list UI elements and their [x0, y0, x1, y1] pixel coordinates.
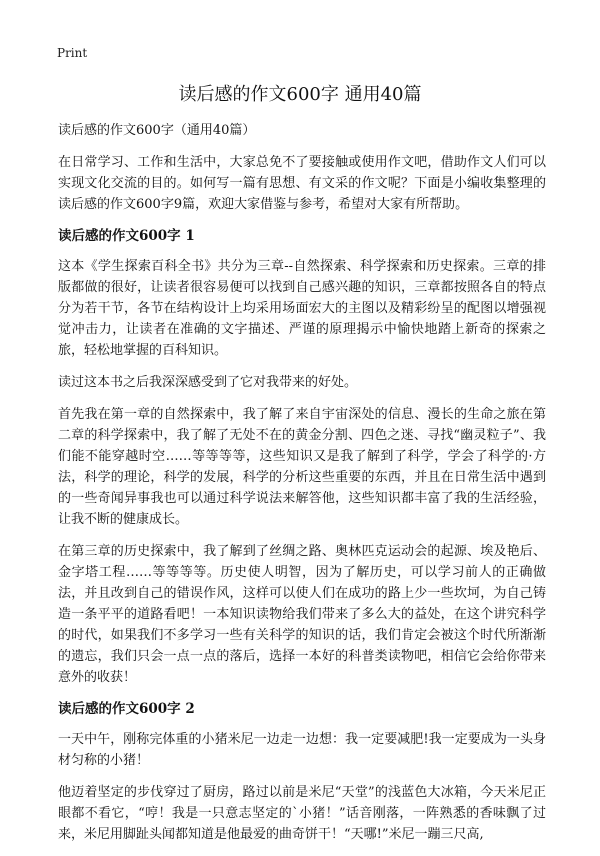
section-heading-2: 读后感的作文600字 2: [58, 701, 195, 717]
section1-paragraph: 首先我在第一章的自然探索中，我了解了来自宇宙深处的信息、漫长的生命之旅在第二章的科学探索中，我了解了无处不在的黄金分割、四色之迷、寻找“幽灵粒子”、我们能不能穿越时空……等等等等，这些知识又是我了解到了科学，学会了科学的·方法，科学的理论，科学的发展，科学的分析这些重要的东西，并且在日常生活中遇到的一些奇闻异事我也可以通过科学说法来解答他，这些知识都丰富了我的生活经验，让我不断的健康成长。: [58, 407, 546, 527]
section1-paragraph: 在第三章的历史探索中，我了解到了丝绸之路、奥林匹克运动会的起源、埃及艳后、金字塔工程……等等等等。历史使人明智，因为了解历史，可以学习前人的正确做法，并且改到自己的错误作风，这样可以使人们在成功的路上少一些坎坷，为自己铸造一条平平的道路看吧！一本知识读物给我们带来了多么大的益处，在这个讲究科学的时代，如果我们不多学习一些有关科学的知识的话，我们肯定会被这个时代所渐渐的遗忘，我们只会一点一点的落后，选择一本好的科普类读物吧，相信它会给你带来意外的收获！: [58, 544, 546, 685]
intro-paragraph: 在日常学习、工作和生活中，大家总免不了要接触或使用作文吧，借助作文人们可以实现文化交流的目的。如何写一篇有思想、有文采的作文呢？下面是小编收集整理的读后感的作文600字9篇，欢迎大家借鉴与参考，希望对大家有所帮助。: [58, 155, 546, 212]
document-subtitle: 读后感的作文600字（通用40篇）: [58, 123, 256, 138]
section1-paragraph: 读过这本书之后我深深感受到了它对我带来的好处。: [58, 375, 358, 390]
section2-paragraph: 他迈着坚定的步伐穿过了厨房，路过以前是米尼“天堂”的浅蓝色大冰箱，今天米尼正眼都不看它，“哼！我是一只意志坚定的`小猪！”话音刚落，一阵熟悉的香味飘了过来，米尼用脚趾头闻都知道是他最爱的曲奇饼干！“天哪!”米尼一蹦三尺高,: [58, 785, 546, 842]
page-title: 读后感的作文600字 通用40篇: [178, 84, 422, 105]
document-body: [58, 120, 546, 856]
section-heading-1: 读后感的作文600字 1: [58, 228, 195, 244]
section2-paragraph: 一天中午，刚称完体重的小猪米尼一边走一边想：我一定要减肥!我一定要成为一头身材匀称的小猪！: [58, 732, 546, 768]
print-label[interactable]: Print: [57, 46, 88, 60]
section1-paragraph: 这本《学生探索百科全书》共分为三章--自然探索、科学探索和历史探索。三章的排版都做的很好，让读者很容易便可以找到自己感兴趣的知识，三章都按照各自的特点分为若干节，各节在结构设计上均采用场面宏大的主图以及精彩纷呈的配图以增强视觉冲击力，让读者在准确的文字描述、严谨的原理揭示中愉快地踏上新奇的探索之旅，轻松地掌握的百科知识。: [58, 259, 546, 358]
